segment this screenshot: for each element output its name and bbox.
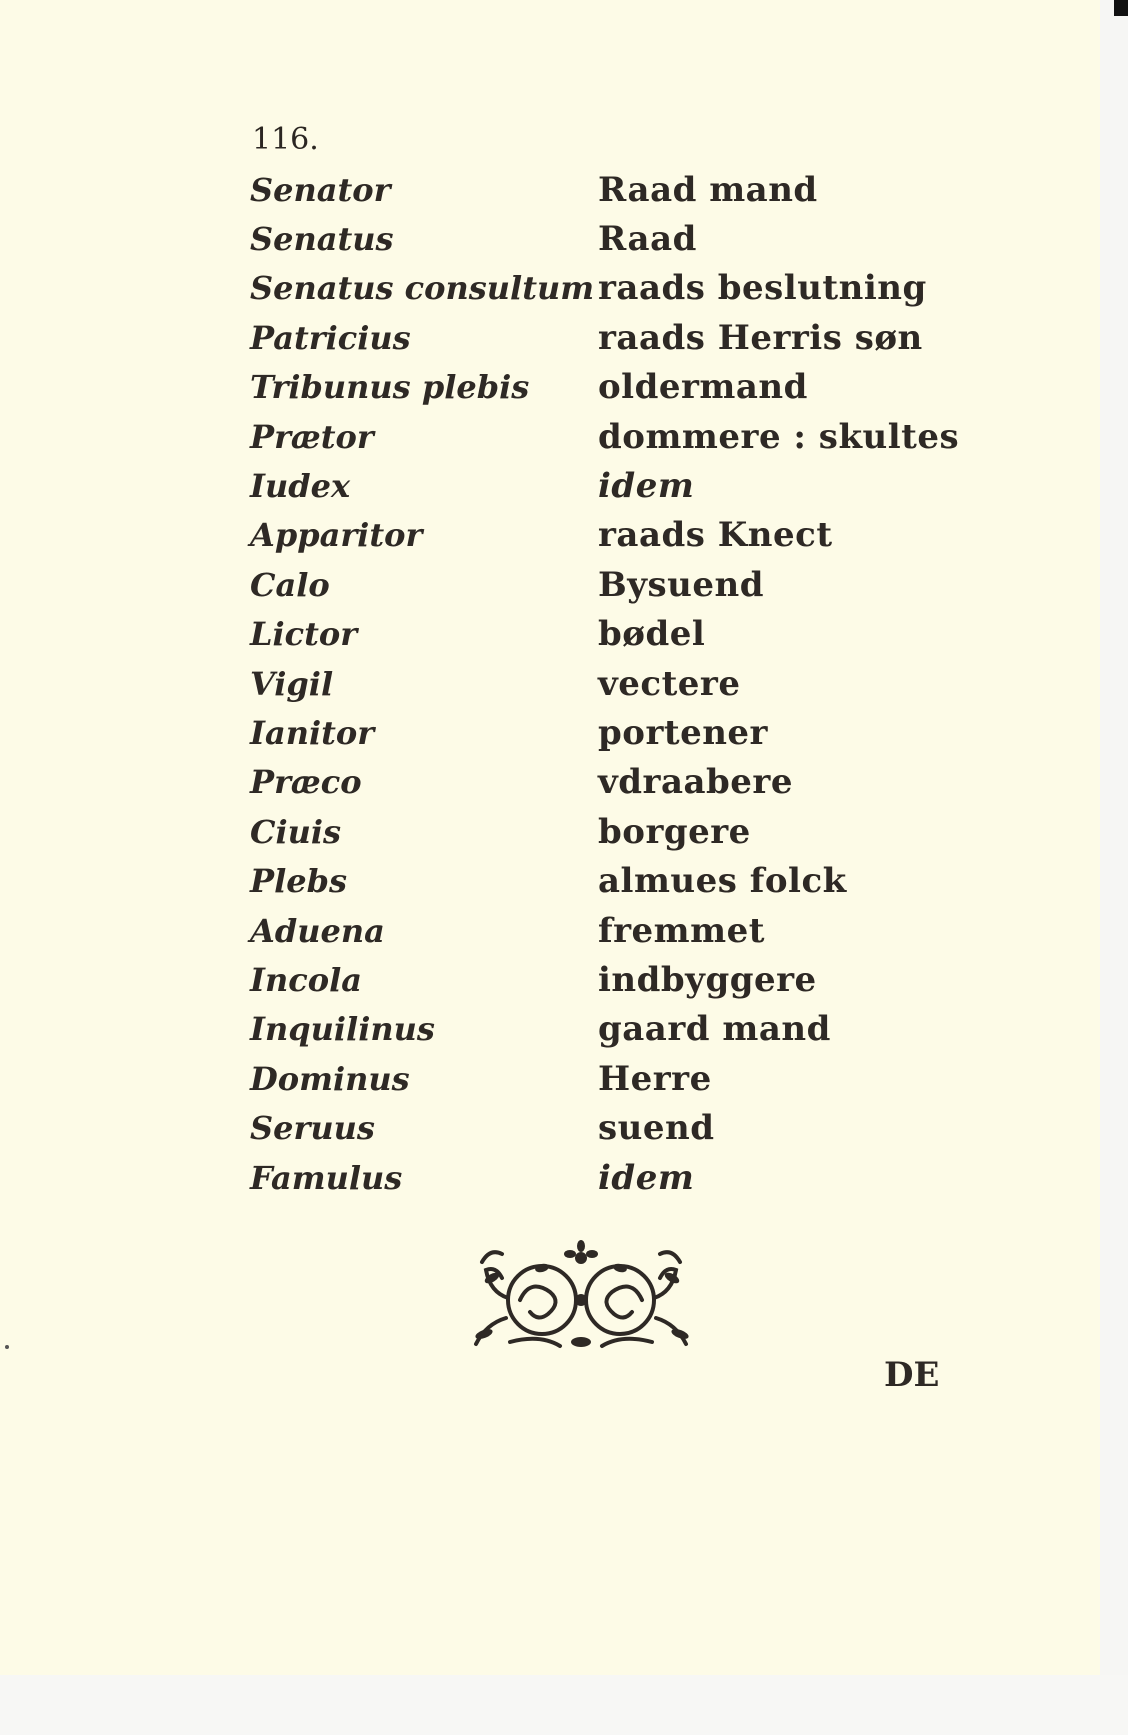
glossary-entry <box>250 906 970 955</box>
glossary-entry <box>250 708 970 757</box>
glossary-entry <box>250 1054 970 1103</box>
latin-term: Seruus <box>250 1109 375 1148</box>
glossary-entry <box>250 461 970 510</box>
glossary-entry <box>250 313 970 362</box>
page-number: 116. <box>252 122 319 157</box>
latin-term: Dominus <box>250 1059 410 1098</box>
latin-term: Ianitor <box>250 713 375 752</box>
latin-term: Vigil <box>250 664 334 703</box>
danish-translation: almues folck <box>598 861 847 902</box>
glossary-entry <box>250 610 970 659</box>
latin-term: Plebs <box>250 862 347 901</box>
danish-translation: raads Herris søn <box>598 317 923 358</box>
latin-term: Calo <box>250 565 330 604</box>
danish-translation: vectere <box>598 663 741 704</box>
danish-translation: Herre <box>598 1058 712 1099</box>
glossary-entry <box>250 659 970 708</box>
latin-term: Prætor <box>250 417 374 456</box>
danish-translation: oldermand <box>598 367 808 408</box>
danish-translation: dommere : skultes <box>598 416 960 457</box>
danish-translation: Bysuend <box>598 564 764 605</box>
glossary-entry <box>250 412 970 461</box>
danish-translation: idem <box>598 1157 695 1198</box>
latin-term: Præco <box>250 763 362 802</box>
latin-term: Senator <box>250 170 391 209</box>
latin-term: Incola <box>250 960 362 999</box>
scan-border-right <box>1100 0 1128 1735</box>
danish-translation: gaard mand <box>598 1009 831 1050</box>
glossary-entry <box>250 363 970 412</box>
latin-term: Iudex <box>250 467 351 506</box>
latin-term: Aduena <box>250 911 385 950</box>
latin-term: Senatus <box>250 220 394 259</box>
glossary-entry <box>250 955 970 1004</box>
danish-translation: idem <box>598 466 695 507</box>
glossary-entry <box>250 1153 970 1202</box>
danish-translation: Raad <box>598 219 697 260</box>
scan-corner-mark <box>1114 0 1128 16</box>
glossary-entry <box>250 511 970 560</box>
glossary-entry <box>250 856 970 905</box>
danish-translation: Raad mand <box>598 169 818 210</box>
scan-speck <box>5 1345 9 1349</box>
danish-translation: raads Knect <box>598 515 833 556</box>
danish-translation: portener <box>598 712 768 753</box>
danish-translation: borgere <box>598 811 751 852</box>
danish-translation: raads beslutning <box>598 268 927 309</box>
glossary-entry <box>250 758 970 807</box>
danish-translation: suend <box>598 1108 715 1149</box>
glossary-entry <box>250 560 970 609</box>
glossary-entry <box>250 214 970 263</box>
scan-border-bottom <box>0 1675 1128 1735</box>
danish-translation: bødel <box>598 614 706 655</box>
floral-printers-ornament-icon <box>470 1238 695 1353</box>
glossary-entry <box>250 807 970 856</box>
latin-term: Ciuis <box>250 812 342 851</box>
latin-term: Tribunus plebis <box>250 368 530 407</box>
glossary-entry <box>250 1005 970 1054</box>
latin-term: Senatus consultum <box>250 269 595 308</box>
danish-translation: vdraabere <box>598 762 793 803</box>
glossary-list <box>250 165 970 1202</box>
latin-term: Lictor <box>250 615 358 654</box>
latin-term: Apparitor <box>250 516 423 555</box>
glossary-entry <box>250 165 970 214</box>
glossary-entry <box>250 264 970 313</box>
latin-term: Inquilinus <box>250 1010 435 1049</box>
latin-term: Patricius <box>250 318 411 357</box>
latin-term: Famulus <box>250 1158 403 1197</box>
danish-translation: indbyggere <box>598 959 817 1000</box>
catchword: DE <box>884 1355 940 1395</box>
glossary-entry <box>250 1103 970 1152</box>
danish-translation: fremmet <box>598 910 765 951</box>
